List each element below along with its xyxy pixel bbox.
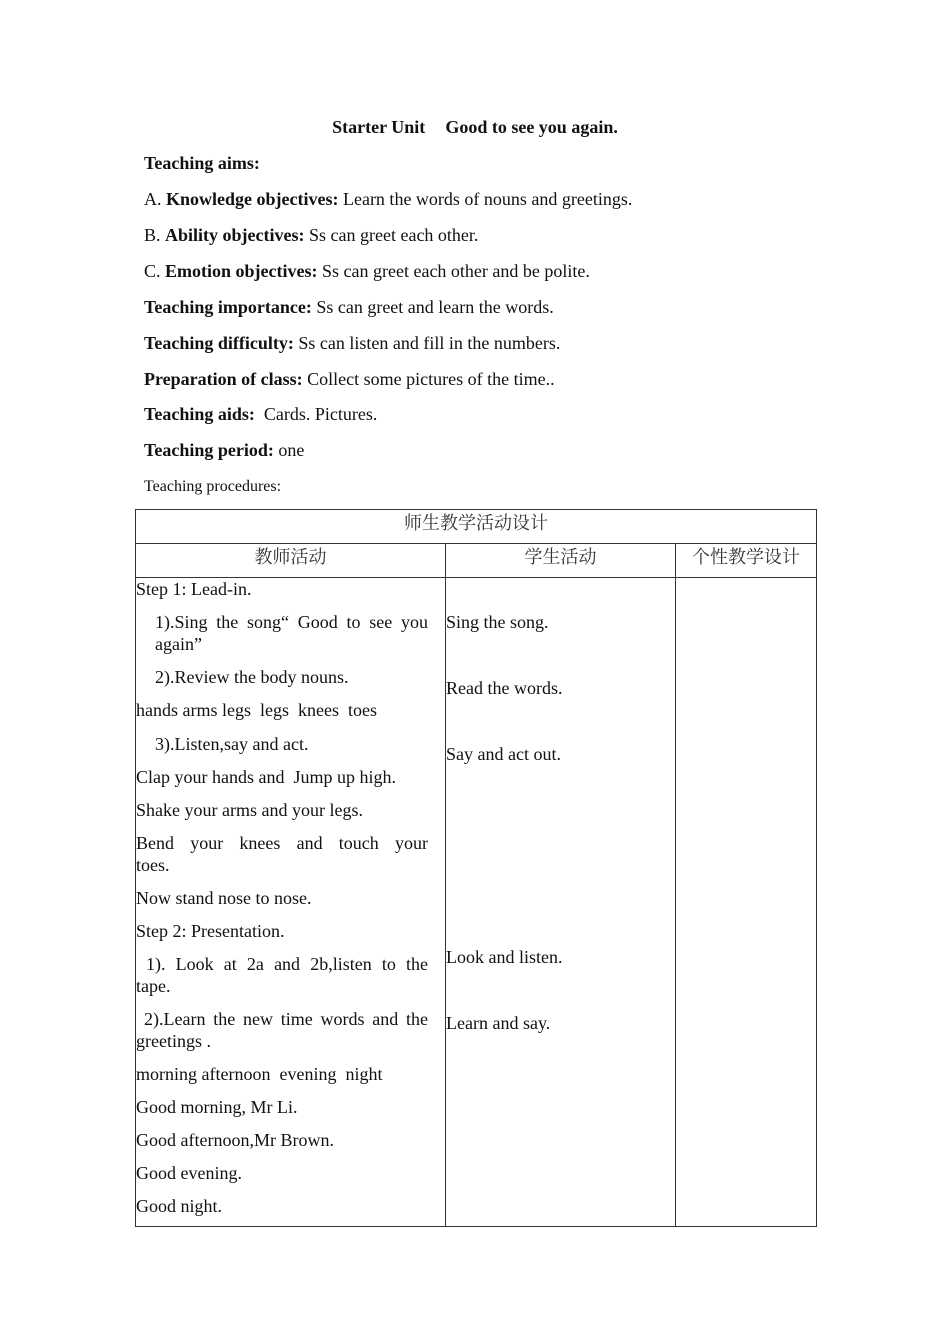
personal-design-cell <box>676 578 817 1227</box>
column-header-personal: 个性教学设计 <box>676 544 817 578</box>
procedures-table <box>135 509 817 1227</box>
teacher-line: hands arms legs legs knees toes <box>136 700 377 720</box>
teacher-line: Step 1: Lead-in. <box>136 579 252 599</box>
column-header-student: 学生活动 <box>446 544 676 578</box>
student-activities-cell <box>446 578 676 1227</box>
teacher-line: Bend your knees and touch your toes. <box>136 833 428 875</box>
student-line: Say and act out. <box>446 744 561 764</box>
teacher-line: 2).Review the body nouns. <box>155 667 349 687</box>
teaching-period: Teaching period: one <box>144 440 305 460</box>
teacher-line: Shake your arms and your legs. <box>136 800 363 820</box>
teacher-line: Step 2: Presentation. <box>136 921 285 941</box>
teacher-activities-cell <box>136 578 446 1227</box>
table-caption: 师生教学活动设计 <box>136 510 817 544</box>
teacher-line: Good afternoon,Mr Brown. <box>136 1130 334 1150</box>
aims-heading: Teaching aims: <box>144 153 260 173</box>
objective-ability: B. Ability objectives: Ss can greet each other. <box>144 225 479 245</box>
teacher-line: Good night. <box>136 1196 223 1216</box>
teaching-difficulty: Teaching difficulty: Ss can listen and fill in the numbers. <box>144 333 561 353</box>
student-line: Read the words. <box>446 678 563 698</box>
student-line: Learn and say. <box>446 1013 551 1033</box>
student-line: Look and listen. <box>446 947 563 967</box>
title-unit: Starter Unit <box>332 117 426 137</box>
teacher-line: 2).Learn the new time words and the greetings . <box>136 1009 428 1051</box>
column-header-teacher: 教师活动 <box>136 544 446 578</box>
teacher-line: Good morning, Mr Li. <box>136 1097 298 1117</box>
teaching-importance: Teaching importance: Ss can greet and learn the words. <box>144 297 554 317</box>
title-topic: Good to see you again. <box>445 117 618 137</box>
preparation-of-class: Preparation of class: Collect some pictures of the time.. <box>144 369 555 389</box>
procedures-label: Teaching procedures: <box>144 478 282 495</box>
teacher-line: Good evening. <box>136 1163 242 1183</box>
teacher-line: 1).Sing the song“ Good to see you again” <box>155 612 428 654</box>
document-title <box>0 117 950 138</box>
teacher-line: Now stand nose to nose. <box>136 888 312 908</box>
objective-emotion: C. Emotion objectives: Ss can greet each other and be polite. <box>144 261 590 281</box>
student-line: Sing the song. <box>446 612 549 632</box>
objective-knowledge: A. Knowledge objectives: Learn the words of nouns and greetings. <box>144 189 633 209</box>
teacher-line: 3).Listen,say and act. <box>155 734 309 754</box>
teacher-line: morning afternoon evening night <box>136 1064 383 1084</box>
teaching-aids: Teaching aids: Cards. Pictures. <box>144 404 378 424</box>
teacher-line: Clap your hands and Jump up high. <box>136 767 396 787</box>
teacher-line: 1). Look at 2a and 2b,listen to the tape. <box>136 954 428 996</box>
